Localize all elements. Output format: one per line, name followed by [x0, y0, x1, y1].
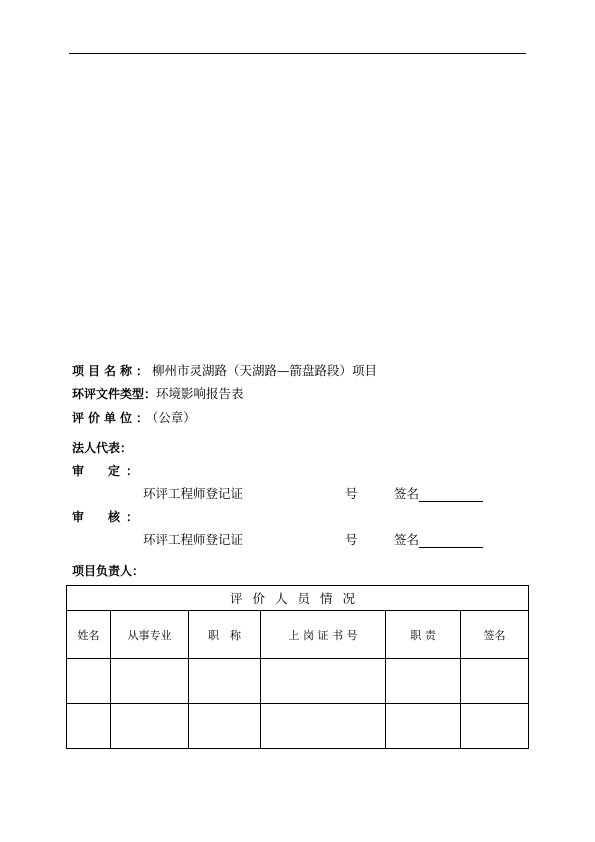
- doc-type-value: 环境影响报告表: [156, 386, 244, 401]
- legal-rep-line: [72, 440, 132, 456]
- leader-line: [72, 563, 144, 579]
- approve-sign-line: [419, 488, 483, 502]
- approve-label: 审 定：: [72, 464, 145, 478]
- table-cell: [261, 659, 386, 704]
- project-name-label: 项目名称：: [72, 364, 153, 378]
- approve-cert: 环评工程师登记证: [143, 486, 244, 501]
- eval-unit-line: [72, 410, 196, 426]
- legal-rep-label: 法人代表：: [72, 441, 133, 455]
- project-name-line: [72, 363, 377, 379]
- table-cell: [67, 704, 111, 749]
- approve-sign: [394, 486, 483, 502]
- col-duty: 职 责: [386, 611, 461, 659]
- doc-type-line: [72, 386, 244, 402]
- table-row: [67, 659, 529, 704]
- review-sign: [394, 532, 483, 548]
- doc-type-label: 环评文件类型：: [72, 387, 157, 401]
- table-title: 评价人员情况: [67, 586, 529, 611]
- review-label: 审 核：: [72, 510, 145, 524]
- review-cert: 环评工程师登记证: [143, 532, 244, 547]
- col-certificate: 上 岗 证 书 号: [261, 611, 386, 659]
- col-specialty: 从事专业: [111, 611, 189, 659]
- review-number: 号: [345, 532, 358, 547]
- col-title: 职 称: [189, 611, 261, 659]
- approve-number: 号: [345, 486, 358, 501]
- table-header-row: [67, 611, 529, 659]
- table-cell: [67, 659, 111, 704]
- table-cell: [386, 659, 461, 704]
- table-cell: [461, 659, 529, 704]
- table-cell: [189, 659, 261, 704]
- project-name-value: 柳州市灵湖路（天湖路—箭盘路段）项目: [152, 363, 378, 378]
- table-cell: [386, 704, 461, 749]
- approve-line: [72, 463, 144, 479]
- table-cell: [111, 659, 189, 704]
- review-sign-line: [419, 534, 483, 548]
- review-sign-label: 签名: [394, 532, 420, 547]
- eval-unit-value: （公章）: [152, 410, 196, 425]
- table-cell: [189, 704, 261, 749]
- leader-label: 项目负责人：: [72, 564, 145, 578]
- col-signature: 签名: [461, 611, 529, 659]
- table-cell: [261, 704, 386, 749]
- table-cell: [461, 704, 529, 749]
- header-rule: [69, 53, 526, 54]
- col-name: 姓名: [67, 611, 111, 659]
- approve-sign-label: 签名: [394, 486, 420, 501]
- table-row: [67, 704, 529, 749]
- eval-unit-label: 评价单位：: [72, 411, 153, 425]
- eval-personnel-table: [66, 585, 529, 749]
- table-cell: [111, 704, 189, 749]
- review-line: [72, 509, 144, 525]
- table-title-row: [67, 586, 529, 611]
